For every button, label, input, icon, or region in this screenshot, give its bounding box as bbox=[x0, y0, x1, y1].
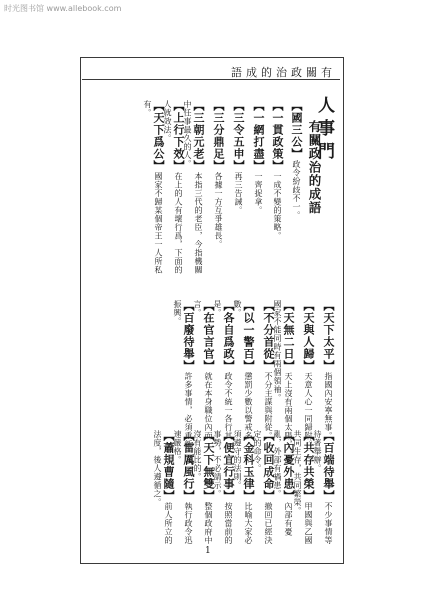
entry-title: 【金科玉律】 bbox=[242, 430, 255, 502]
entry-body: 各據一方互爭雄長。 bbox=[214, 172, 223, 249]
entry bbox=[213, 100, 224, 280]
entry-title: 【天下太平】 bbox=[322, 300, 335, 372]
entry-body: 天意人心一同歸附。 bbox=[304, 372, 313, 449]
entry-title: 【各自爲政】 bbox=[222, 300, 235, 372]
entry bbox=[292, 430, 314, 545]
entry bbox=[253, 100, 264, 280]
entry-title: 【一網打盡】 bbox=[252, 100, 265, 172]
entry bbox=[232, 300, 254, 450]
entry bbox=[232, 430, 254, 545]
entry-title: 【收回成命】 bbox=[262, 430, 275, 502]
entry-body: 再三告誡。 bbox=[234, 172, 243, 215]
entry bbox=[233, 100, 244, 280]
page-number: 1 bbox=[205, 546, 211, 556]
entry-body: 撤回已經決定的命令。 bbox=[253, 430, 273, 545]
entry-body: 在上的人有壞行爲，下面的人就效法。 bbox=[163, 100, 183, 274]
entry bbox=[263, 300, 274, 450]
entry-title: 【百廢待舉】 bbox=[182, 300, 195, 372]
entry-body: 懲罰少數以警戒多數。 bbox=[233, 300, 253, 440]
entry bbox=[323, 300, 334, 450]
head-rule bbox=[82, 79, 340, 80]
entry-body: 一齊捉拿。 bbox=[254, 172, 263, 215]
entry-title: 【共存共榮】 bbox=[302, 430, 315, 502]
watermark: 时光图书馆 www.allebook.com bbox=[4, 4, 122, 13]
entry-title: 【天下爲公】 bbox=[152, 100, 165, 172]
entry bbox=[252, 430, 274, 545]
running-head bbox=[82, 62, 340, 80]
section-title: 有關政治的成語 bbox=[307, 120, 322, 215]
entry-body: 前人所立的法度，後人遵循之。 bbox=[153, 430, 173, 545]
entry bbox=[152, 430, 174, 545]
entry bbox=[272, 300, 294, 450]
entry bbox=[272, 430, 294, 545]
entry bbox=[162, 100, 184, 280]
entry-title: 【天無二日】 bbox=[282, 300, 295, 372]
entry-body: 比喻大家必須遵守的法則。 bbox=[233, 430, 253, 545]
entry-body: 指國內安寧無事。 bbox=[324, 372, 333, 440]
entry-body: 國家不歸某個帝王一人所私有。 bbox=[143, 100, 163, 274]
entry-body: 政令紛歧不一。 bbox=[292, 160, 301, 220]
entry-title: 【天下無雙】 bbox=[202, 430, 215, 502]
entry-title: 【上行下效】 bbox=[172, 100, 185, 172]
entry-title: 【便宜行事】 bbox=[222, 430, 235, 502]
entry bbox=[272, 100, 283, 280]
entry bbox=[192, 430, 214, 545]
entry-body: 就在本身職位內而言。 bbox=[193, 300, 213, 440]
entry bbox=[172, 430, 194, 545]
entry bbox=[182, 100, 204, 280]
entry-title: 【在官言官】 bbox=[202, 300, 215, 372]
entry bbox=[212, 430, 234, 545]
entry bbox=[312, 430, 334, 545]
entry bbox=[172, 300, 194, 450]
entry-title: 【三分鼎足】 bbox=[212, 100, 225, 172]
entry-body: 整個政府中沒有能比的。 bbox=[193, 430, 213, 545]
entry-title: 【三令五申】 bbox=[232, 100, 245, 172]
entry-body: 本指三代的老臣，今指機關中任事最久的人。 bbox=[183, 100, 203, 274]
chapter-title: 人事門 bbox=[314, 96, 334, 165]
entry bbox=[303, 300, 314, 450]
entry-title: 【三朝元老】 bbox=[192, 100, 205, 172]
entry bbox=[142, 100, 164, 280]
entry-title: 【不分首從】 bbox=[262, 300, 275, 372]
entry-title: 【以一警百】 bbox=[242, 300, 255, 372]
entry-body: 不少事情等待著舉辦。 bbox=[313, 430, 333, 545]
entry-title: 【天與人歸】 bbox=[302, 300, 315, 372]
entry-title: 【國三公】 bbox=[290, 100, 303, 160]
entry-title: 【內憂外患】 bbox=[282, 430, 295, 502]
entry-title: 【蕭規曹隨】 bbox=[162, 430, 175, 502]
entry-title: 【雷厲風行】 bbox=[182, 430, 195, 502]
entry-body: 按照當前的事勢，不必請示。 bbox=[213, 430, 233, 545]
entry bbox=[212, 300, 234, 450]
entry bbox=[291, 100, 302, 280]
entry bbox=[192, 300, 214, 450]
entry-body: 執行政令迅速嚴格。 bbox=[173, 430, 193, 545]
entry-body: 不分主謀與附從。 bbox=[264, 372, 273, 440]
entry-body: 甲國與乙國共同生存，共同繁榮。 bbox=[293, 430, 313, 545]
entry-body: 內部有憂亂，外部有禍患。 bbox=[273, 430, 293, 536]
entry-body: 政令不統一各行其是。 bbox=[213, 300, 233, 440]
entry-title: 【一貫政策】 bbox=[271, 100, 284, 172]
entry-body: 一成不變的策略。 bbox=[273, 172, 282, 240]
entry-body: 許多事情，必須重新振興。 bbox=[173, 300, 193, 449]
running-head-text: 語成的治政關有 bbox=[231, 66, 336, 79]
entry-title: 【百端待舉】 bbox=[322, 430, 335, 502]
entry-body: 天上沒有兩個太陽，國家不能同時有兩個領袖。 bbox=[273, 300, 293, 449]
